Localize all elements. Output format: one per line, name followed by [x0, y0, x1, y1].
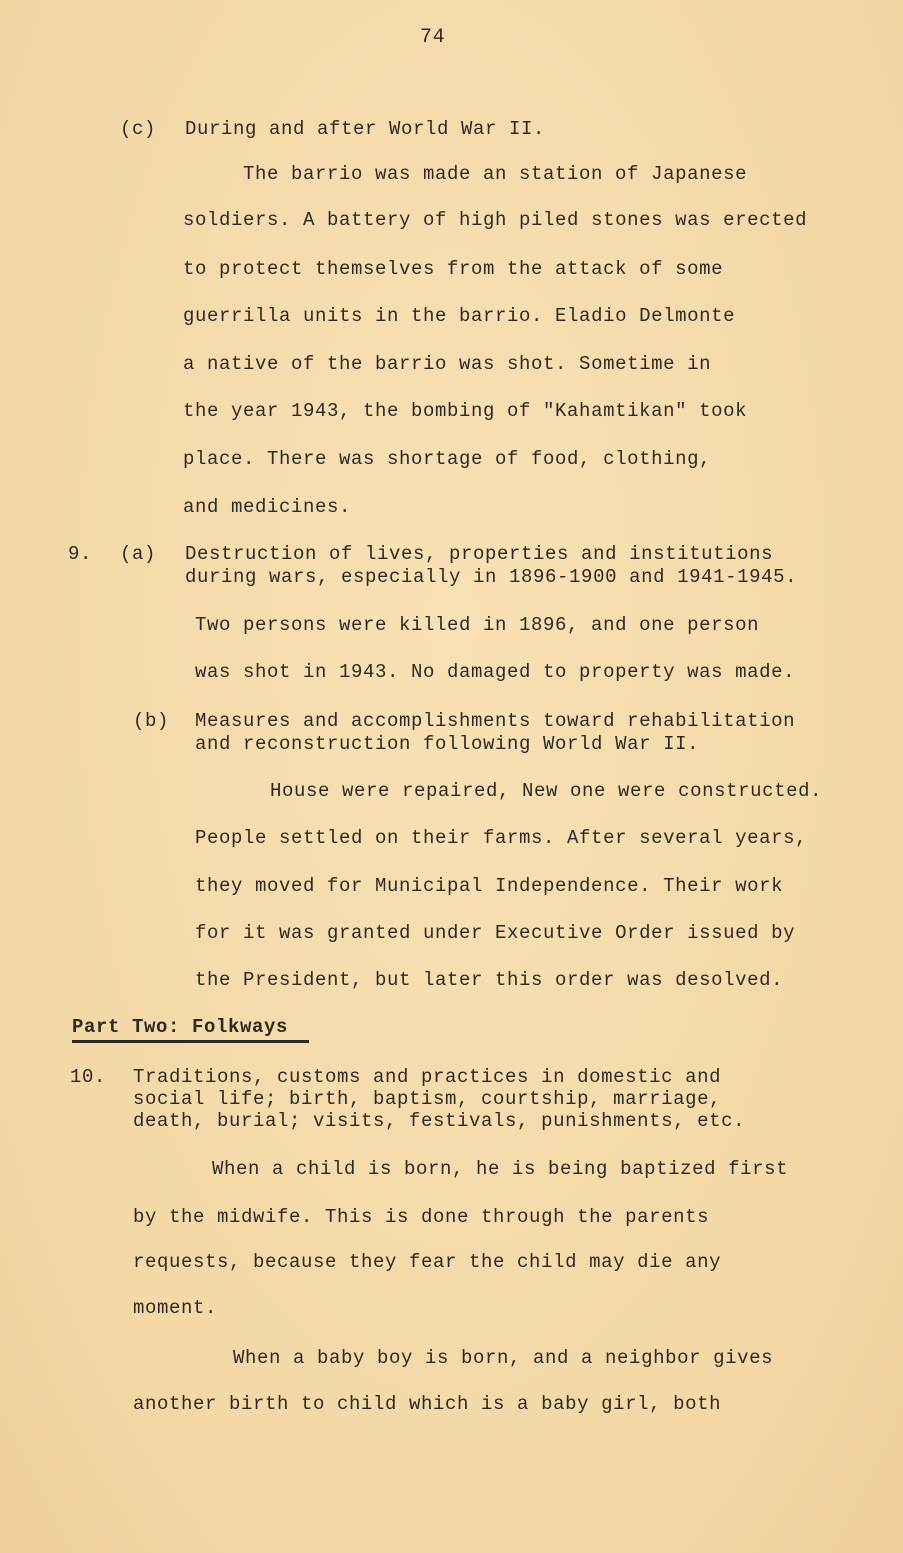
item-9b-line: for it was granted under Executive Order issued by — [195, 922, 796, 944]
section-c-label: (c) — [120, 118, 157, 140]
item-9b-line: People settled on their farms. After several years, — [195, 827, 808, 849]
section-c-line: a native of the barrio was shot. Sometime in — [183, 353, 712, 375]
item-10-para1-line: requests, because they fear the child may die any — [133, 1251, 722, 1273]
item-9a-line: Two persons were killed in 1896, and one person — [195, 614, 760, 636]
part-two-underline — [72, 1040, 309, 1043]
item-10-heading: death, burial; visits, festivals, punishments, etc. — [133, 1110, 746, 1132]
part-two-heading: Part Two: Folkways — [72, 1016, 289, 1038]
item-10-para2-line: another birth to child which is a baby girl, both — [133, 1393, 722, 1415]
section-c-line: The barrio was made an station of Japanese — [243, 163, 748, 185]
item-10-para1-line: When a child is born, he is being baptized first — [212, 1158, 789, 1180]
page-number: 74 — [420, 26, 446, 49]
item-10-heading: Traditions, customs and practices in domestic and — [133, 1066, 722, 1088]
section-c-line: the year 1943, the bombing of "Kahamtikan" took — [183, 400, 748, 422]
section-c-line: to protect themselves from the attack of some — [183, 258, 724, 280]
item-9a-label: (a) — [120, 543, 157, 565]
section-c-line: soldiers. A battery of high piled stones was erected — [183, 209, 808, 231]
item-10-heading: social life; birth, baptism, courtship, marriage, — [133, 1088, 722, 1110]
section-c-line: and medicines. — [183, 496, 352, 518]
item-9b-line: the President, but later this order was desolved. — [195, 969, 784, 991]
item-10-para2-line: When a baby boy is born, and a neighbor gives — [233, 1347, 774, 1369]
item-9b-line: House were repaired, New one were constructed. — [270, 780, 823, 802]
item-10-number: 10. — [70, 1066, 107, 1088]
item-9-number: 9. — [68, 543, 93, 565]
item-9a-line: was shot in 1943. No damaged to property was made. — [195, 661, 796, 683]
item-10-para1-line: moment. — [133, 1297, 218, 1319]
item-9b-heading: and reconstruction following World War II. — [195, 733, 700, 755]
item-9b-line: they moved for Municipal Independence. Their work — [195, 875, 784, 897]
item-10-para1-line: by the midwife. This is done through the parents — [133, 1206, 710, 1228]
section-c-line: place. There was shortage of food, clothing, — [183, 448, 712, 470]
section-c-line: guerrilla units in the barrio. Eladio Delmonte — [183, 305, 736, 327]
section-c-heading: During and after World War II. — [185, 118, 546, 140]
item-9a-heading: Destruction of lives, properties and institutions — [185, 543, 774, 565]
item-9b-label: (b) — [133, 710, 170, 732]
item-9a-heading: during wars, especially in 1896-1900 and 1941-1945. — [185, 566, 798, 588]
item-9b-heading: Measures and accomplishments toward rehabilitation — [195, 710, 796, 732]
